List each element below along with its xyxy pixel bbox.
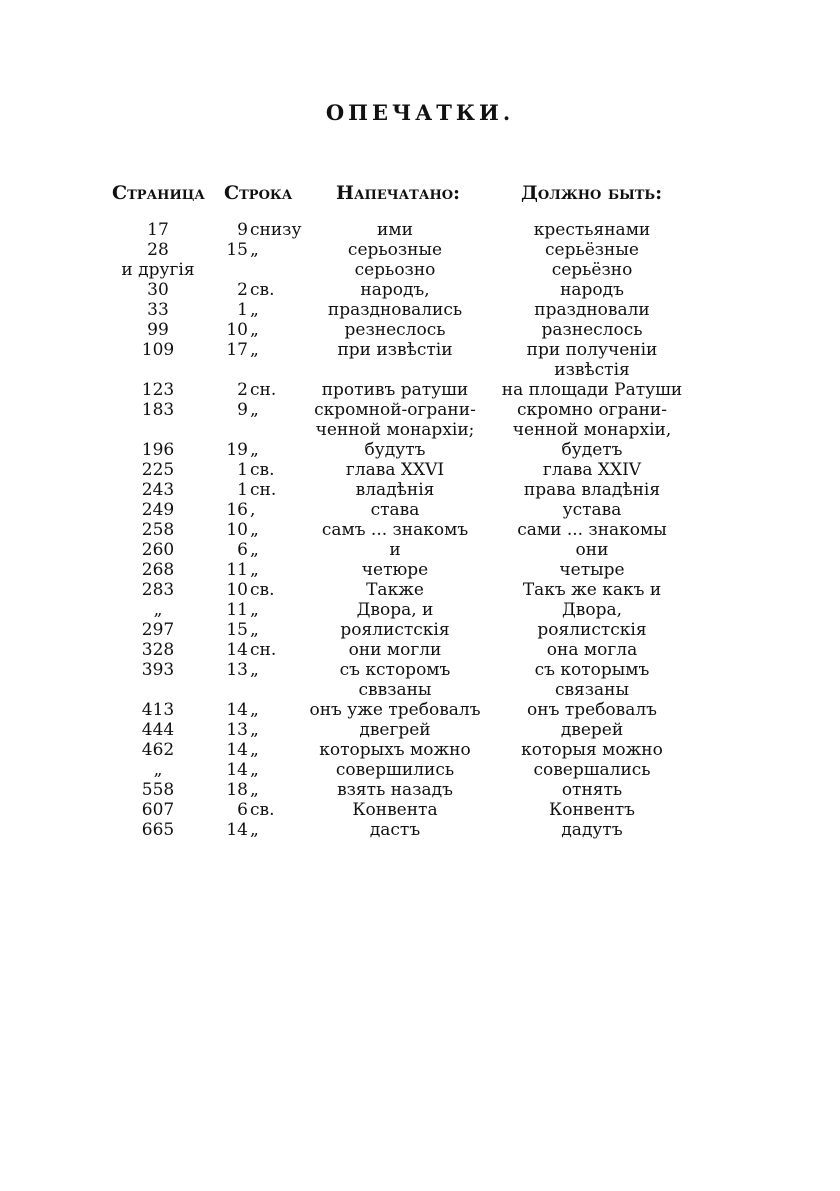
cell-page: 28 bbox=[147, 240, 169, 260]
cell-printed: серьозные bbox=[347, 240, 443, 260]
cell-page: 297 bbox=[141, 620, 175, 640]
cell-page: 268 bbox=[141, 560, 175, 580]
cell-should-be: ченной монархіи, bbox=[512, 420, 672, 440]
cell-should-be: они bbox=[575, 540, 609, 560]
cell-printed: народъ, bbox=[360, 280, 430, 300]
table-row bbox=[0, 780, 840, 800]
table-row bbox=[0, 520, 840, 540]
cell-printed: онъ уже требовалъ bbox=[309, 700, 481, 720]
cell-should-be: Такъ же какъ и bbox=[522, 580, 662, 600]
cell-position: „ bbox=[250, 760, 259, 780]
cell-printed: глава XXVI bbox=[345, 460, 445, 480]
header-line: Строка bbox=[224, 182, 293, 204]
cell-printed: Также bbox=[366, 580, 424, 600]
cell-page: 183 bbox=[141, 400, 175, 420]
cell-position: св. bbox=[250, 460, 275, 480]
cell-page: 283 bbox=[141, 580, 175, 600]
cell-printed: сввзаны bbox=[358, 680, 432, 700]
table-row bbox=[0, 660, 840, 680]
page-title: ОПЕЧАТКИ. bbox=[325, 100, 515, 125]
table-row bbox=[0, 300, 840, 320]
cell-page: 260 bbox=[141, 540, 175, 560]
cell-position: св. bbox=[250, 800, 275, 820]
cell-position: „ bbox=[250, 520, 259, 540]
cell-line: 19 bbox=[226, 440, 248, 460]
cell-printed: будутъ bbox=[364, 440, 426, 460]
cell-line: 14 bbox=[226, 640, 248, 660]
table-row bbox=[0, 700, 840, 720]
cell-printed: ими bbox=[377, 220, 413, 240]
cell-position: „ bbox=[250, 720, 259, 740]
cell-page: 665 bbox=[141, 820, 175, 840]
table-row bbox=[0, 580, 840, 600]
table-row bbox=[0, 380, 840, 400]
cell-printed: совершились bbox=[335, 760, 455, 780]
table-row bbox=[0, 820, 840, 840]
cell-page: 17 bbox=[147, 220, 169, 240]
cell-page: 462 bbox=[141, 740, 175, 760]
cell-line: 14 bbox=[226, 760, 248, 780]
cell-line: 14 bbox=[226, 700, 248, 720]
cell-should-be: разнеслось bbox=[541, 320, 643, 340]
cell-page: 328 bbox=[141, 640, 175, 660]
cell-printed: противъ ратуши bbox=[321, 380, 469, 400]
table-row bbox=[0, 320, 840, 340]
cell-page: 33 bbox=[147, 300, 169, 320]
cell-position: , bbox=[250, 500, 256, 520]
cell-printed: владѣнія bbox=[355, 480, 435, 500]
cell-line: 15 bbox=[226, 240, 248, 260]
cell-position: „ bbox=[250, 240, 259, 260]
cell-line: 2 bbox=[237, 380, 248, 400]
cell-printed: дастъ bbox=[369, 820, 421, 840]
cell-position: „ bbox=[250, 620, 259, 640]
cell-position: „ bbox=[250, 320, 259, 340]
cell-printed: съ ксторомъ bbox=[339, 660, 451, 680]
cell-position: „ bbox=[250, 440, 259, 460]
cell-page: 109 bbox=[141, 340, 175, 360]
cell-should-be: скромно ограни- bbox=[516, 400, 668, 420]
cell-should-be: права владѣнія bbox=[523, 480, 661, 500]
cell-position: снизу bbox=[250, 220, 302, 240]
cell-line: 6 bbox=[237, 540, 248, 560]
cell-should-be: связаны bbox=[554, 680, 630, 700]
table-row bbox=[0, 340, 840, 360]
cell-page: „ bbox=[153, 600, 163, 620]
cell-position: „ bbox=[250, 560, 259, 580]
cell-line: 1 bbox=[237, 460, 248, 480]
cell-position: „ bbox=[250, 820, 259, 840]
cell-should-be: онъ требовалъ bbox=[527, 700, 657, 720]
cell-position: „ bbox=[250, 300, 259, 320]
cell-line: 10 bbox=[226, 320, 248, 340]
cell-position: сн. bbox=[250, 480, 277, 500]
cell-should-be: совершались bbox=[533, 760, 651, 780]
cell-should-be: съ которымъ bbox=[534, 660, 650, 680]
cell-printed: они могли bbox=[348, 640, 442, 660]
table-row bbox=[0, 240, 840, 260]
cell-should-be: она могла bbox=[546, 640, 638, 660]
cell-line: 11 bbox=[226, 560, 248, 580]
cell-line: 9 bbox=[237, 220, 248, 240]
cell-should-be: серьёзные bbox=[545, 240, 639, 260]
cell-printed: самъ ... знакомъ bbox=[321, 520, 469, 540]
cell-page: 225 bbox=[141, 460, 175, 480]
table-row bbox=[0, 740, 840, 760]
cell-page: 607 bbox=[141, 800, 175, 820]
cell-page: 444 bbox=[141, 720, 175, 740]
table-row bbox=[0, 800, 840, 820]
table-row bbox=[0, 260, 840, 280]
cell-should-be: устава bbox=[562, 500, 622, 520]
cell-printed: четюре bbox=[361, 560, 429, 580]
cell-line: 6 bbox=[237, 800, 248, 820]
cell-position: св. bbox=[250, 580, 275, 600]
cell-page: 558 bbox=[141, 780, 175, 800]
table-row bbox=[0, 600, 840, 620]
cell-position: „ bbox=[250, 540, 259, 560]
cell-should-be: четыре bbox=[559, 560, 625, 580]
header-printed: Напечатано: bbox=[336, 182, 461, 204]
table-row bbox=[0, 220, 840, 240]
table-row bbox=[0, 280, 840, 300]
cell-printed: става bbox=[370, 500, 420, 520]
table-row bbox=[0, 480, 840, 500]
cell-position: сн. bbox=[250, 640, 277, 660]
cell-line: 1 bbox=[237, 300, 248, 320]
cell-should-be: роялистскія bbox=[537, 620, 647, 640]
cell-should-be: будетъ bbox=[561, 440, 623, 460]
cell-line: 13 bbox=[226, 660, 248, 680]
table-row bbox=[0, 680, 840, 700]
cell-position: „ bbox=[250, 740, 259, 760]
cell-printed: и bbox=[389, 540, 401, 560]
cell-should-be: дадутъ bbox=[561, 820, 623, 840]
cell-should-be: сами ... знакомы bbox=[517, 520, 667, 540]
cell-printed: Конвента bbox=[352, 800, 438, 820]
table-row bbox=[0, 500, 840, 520]
table-row bbox=[0, 720, 840, 740]
table-header bbox=[0, 182, 840, 208]
cell-line: 17 bbox=[226, 340, 248, 360]
cell-printed: праздновались bbox=[327, 300, 463, 320]
table-row bbox=[0, 760, 840, 780]
cell-printed: ченной монархіи; bbox=[315, 420, 475, 440]
table-row bbox=[0, 440, 840, 460]
cell-should-be: на площади Ратуши bbox=[501, 380, 683, 400]
cell-line: 11 bbox=[226, 600, 248, 620]
cell-position: „ bbox=[250, 780, 259, 800]
cell-printed: Двора, и bbox=[356, 600, 434, 620]
table-row bbox=[0, 400, 840, 420]
cell-position: „ bbox=[250, 600, 259, 620]
cell-printed: взять назадъ bbox=[337, 780, 453, 800]
cell-position: „ bbox=[250, 400, 259, 420]
cell-page: 99 bbox=[147, 320, 169, 340]
cell-printed: которыхъ можно bbox=[319, 740, 471, 760]
cell-line: 13 bbox=[226, 720, 248, 740]
errata-table bbox=[0, 220, 840, 840]
cell-should-be: Конвентъ bbox=[549, 800, 635, 820]
cell-line: 9 bbox=[237, 400, 248, 420]
cell-should-be: народъ bbox=[560, 280, 624, 300]
cell-line: 10 bbox=[226, 520, 248, 540]
cell-printed: при извѣстіи bbox=[337, 340, 453, 360]
cell-page: 413 bbox=[141, 700, 175, 720]
cell-printed: двегрей bbox=[359, 720, 431, 740]
cell-page: 258 bbox=[141, 520, 175, 540]
table-row bbox=[0, 620, 840, 640]
cell-page: „ bbox=[153, 760, 163, 780]
cell-line: 16 bbox=[226, 500, 248, 520]
cell-line: 1 bbox=[237, 480, 248, 500]
cell-position: сн. bbox=[250, 380, 277, 400]
cell-printed: скромной-ограни- bbox=[314, 400, 476, 420]
cell-page: 243 bbox=[141, 480, 175, 500]
cell-line: 15 bbox=[226, 620, 248, 640]
table-row bbox=[0, 540, 840, 560]
table-row bbox=[0, 560, 840, 580]
cell-should-be: дверей bbox=[560, 720, 624, 740]
cell-should-be: отнять bbox=[561, 780, 623, 800]
cell-position: „ bbox=[250, 700, 259, 720]
table-row bbox=[0, 640, 840, 660]
cell-should-be: глава XXIV bbox=[542, 460, 642, 480]
cell-line: 14 bbox=[226, 820, 248, 840]
cell-position: „ bbox=[250, 660, 259, 680]
table-row bbox=[0, 420, 840, 440]
cell-should-be: крестьянами bbox=[533, 220, 651, 240]
header-should-be: Должно быть: bbox=[521, 182, 663, 204]
cell-printed: роялистскія bbox=[340, 620, 450, 640]
cell-line: 14 bbox=[226, 740, 248, 760]
cell-should-be: при полученіи bbox=[526, 340, 658, 360]
cell-position: св. bbox=[250, 280, 275, 300]
table-row bbox=[0, 360, 840, 380]
cell-should-be: извѣстія bbox=[554, 360, 630, 380]
cell-line: 2 bbox=[237, 280, 248, 300]
cell-page: 196 bbox=[141, 440, 175, 460]
cell-should-be: серьёзно bbox=[551, 260, 633, 280]
cell-printed: резнеслось bbox=[344, 320, 446, 340]
cell-page: 249 bbox=[141, 500, 175, 520]
cell-page: и другія bbox=[121, 260, 195, 280]
cell-position: „ bbox=[250, 340, 259, 360]
cell-page: 393 bbox=[141, 660, 175, 680]
cell-should-be: которыя можно bbox=[521, 740, 663, 760]
table-row bbox=[0, 460, 840, 480]
cell-line: 18 bbox=[226, 780, 248, 800]
cell-line: 10 bbox=[226, 580, 248, 600]
cell-page: 30 bbox=[147, 280, 169, 300]
cell-should-be: Двора, bbox=[561, 600, 623, 620]
header-page: Страница bbox=[112, 182, 205, 204]
cell-page: 123 bbox=[141, 380, 175, 400]
cell-should-be: праздновали bbox=[534, 300, 650, 320]
cell-printed: серьозно bbox=[354, 260, 436, 280]
